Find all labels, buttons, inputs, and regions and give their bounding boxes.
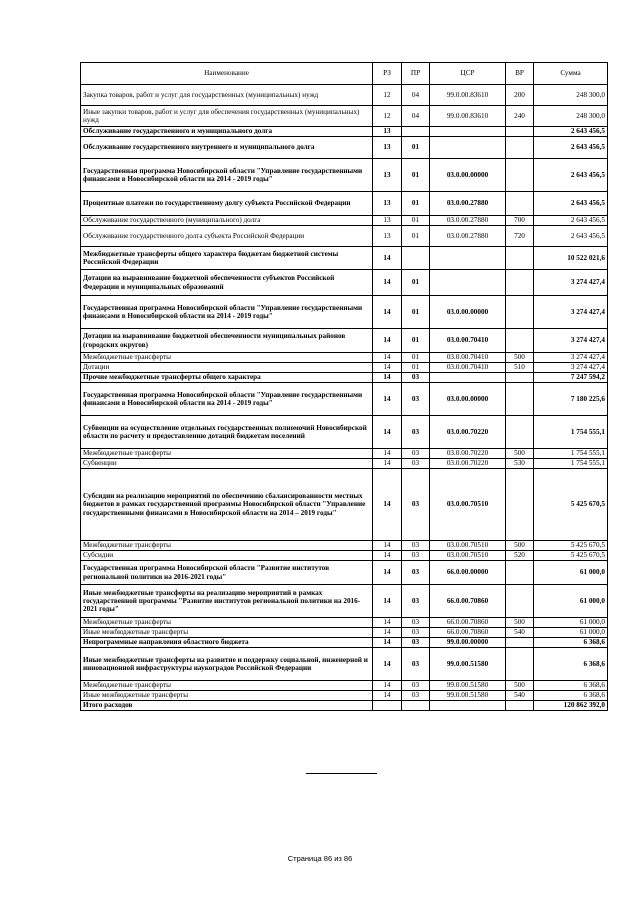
cell-pr: 03 (402, 373, 430, 383)
cell-vr (506, 701, 534, 711)
cell-pr: 03 (402, 416, 430, 449)
cell-rz: 14 (373, 296, 402, 329)
table-row (81, 561, 608, 585)
table-row (81, 469, 608, 541)
cell-pr: 01 (402, 226, 430, 247)
cell-vr: 530 (506, 459, 534, 469)
cell-sum: 2 643 456,5 (534, 137, 608, 159)
cell-pr: 03 (402, 638, 430, 648)
cell-csr: 66.0.00.00000 (430, 561, 506, 585)
cell-pr (402, 247, 430, 270)
cell-rz: 12 (373, 85, 402, 106)
cell-rz: 14 (373, 628, 402, 638)
cell-pr: 04 (402, 106, 430, 127)
table-row (81, 106, 608, 127)
cell-name: Дотации (81, 363, 373, 373)
cell-pr: 01 (402, 216, 430, 226)
cell-rz: 14 (373, 648, 402, 681)
cell-sum: 3 274 427,4 (534, 353, 608, 363)
cell-sum: 6 368,6 (534, 681, 608, 691)
cell-sum: 2 643 456,5 (534, 192, 608, 216)
cell-vr (506, 416, 534, 449)
cell-rz: 14 (373, 681, 402, 691)
table-row (81, 192, 608, 216)
cell-sum: 248 300,0 (534, 106, 608, 127)
cell-sum: 61 000,0 (534, 585, 608, 618)
cell-name: Государственная программа Новосибирской области "Управление государственными финансами в Новосибирской области на 2014 - 2019 годы" (81, 383, 373, 416)
cell-sum: 6 368,6 (534, 691, 608, 701)
table-row (81, 648, 608, 681)
table-row (81, 618, 608, 628)
cell-csr: 99.0.00.00000 (430, 638, 506, 648)
table-row (81, 691, 608, 701)
cell-vr (506, 638, 534, 648)
cell-sum: 3 274 427,4 (534, 363, 608, 373)
cell-csr: 99.0.00.83610 (430, 85, 506, 106)
cell-pr: 03 (402, 585, 430, 618)
cell-sum: 5 425 670,5 (534, 469, 608, 541)
cell-rz: 14 (373, 373, 402, 383)
cell-pr: 01 (402, 363, 430, 373)
cell-vr: 500 (506, 353, 534, 363)
cell-name: Межбюджетные трансферты общего характера бюджетам бюджетной системы Российской Федерации (81, 247, 373, 270)
cell-sum: 7 180 225,6 (534, 383, 608, 416)
cell-sum: 7 247 594,2 (534, 373, 608, 383)
cell-pr (402, 701, 430, 711)
table-header-row (81, 63, 608, 85)
cell-vr: 540 (506, 628, 534, 638)
cell-pr: 01 (402, 137, 430, 159)
cell-rz: 14 (373, 247, 402, 270)
cell-csr: 66.0.00.70860 (430, 628, 506, 638)
cell-vr: 520 (506, 551, 534, 561)
cell-csr: 03.0.00.70510 (430, 551, 506, 561)
cell-csr: 99.0.00.51580 (430, 681, 506, 691)
cell-name: Межбюджетные трансферты (81, 541, 373, 551)
cell-sum: 2 643 456,5 (534, 216, 608, 226)
cell-pr: 03 (402, 469, 430, 541)
cell-rz: 14 (373, 363, 402, 373)
cell-pr: 03 (402, 383, 430, 416)
footer-divider (306, 773, 377, 774)
cell-name: Закупка товаров, работ и услуг для государственных (муниципальных) нужд (81, 85, 373, 106)
cell-sum: 2 643 456,5 (534, 226, 608, 247)
cell-rz: 14 (373, 618, 402, 628)
table-row (81, 353, 608, 363)
cell-vr: 700 (506, 216, 534, 226)
table-body (81, 85, 608, 711)
cell-rz: 14 (373, 416, 402, 449)
cell-rz: 14 (373, 638, 402, 648)
cell-pr (402, 127, 430, 137)
cell-pr: 03 (402, 541, 430, 551)
table-row (81, 373, 608, 383)
cell-rz (373, 701, 402, 711)
cell-vr: 500 (506, 449, 534, 459)
cell-name: Межбюджетные трансферты (81, 353, 373, 363)
cell-rz: 13 (373, 159, 402, 192)
cell-rz: 14 (373, 353, 402, 363)
cell-vr (506, 192, 534, 216)
cell-name: Обслуживание государственного долга субъекта Российской Федерации (81, 226, 373, 247)
cell-vr: 240 (506, 106, 534, 127)
table-row (81, 383, 608, 416)
cell-pr: 01 (402, 159, 430, 192)
cell-name: Межбюджетные трансферты (81, 449, 373, 459)
table-row (81, 449, 608, 459)
cell-name: Государственная программа Новосибирской области "Развитие институтов региональной политики на 2016-2021 годы" (81, 561, 373, 585)
cell-pr: 01 (402, 192, 430, 216)
cell-vr (506, 561, 534, 585)
cell-name: Иные межбюджетные трансферты (81, 691, 373, 701)
table-row (81, 681, 608, 691)
cell-csr: 03.0.00.70220 (430, 459, 506, 469)
cell-sum: 1 754 555,1 (534, 459, 608, 469)
header-rz: РЗ (373, 63, 402, 85)
cell-csr: 03.0.00.70220 (430, 449, 506, 459)
cell-vr: 510 (506, 363, 534, 373)
cell-sum: 3 274 427,4 (534, 296, 608, 329)
cell-pr: 03 (402, 551, 430, 561)
table-row (81, 638, 608, 648)
cell-csr: 03.0.00.70410 (430, 353, 506, 363)
header-csr: ЦСР (430, 63, 506, 85)
cell-vr: 200 (506, 85, 534, 106)
cell-rz: 14 (373, 383, 402, 416)
cell-pr: 03 (402, 628, 430, 638)
cell-vr (506, 585, 534, 618)
table-row (81, 296, 608, 329)
cell-csr (430, 137, 506, 159)
cell-name: Субсидии на реализацию мероприятий по обеспечению сбалансированности местных бюджетов в рамках государственной программы Новосибирской области "Управление государственными финансами в Новосибирской области на 2014 – 2019 годы" (81, 469, 373, 541)
cell-rz: 12 (373, 106, 402, 127)
cell-sum: 2 643 456,5 (534, 159, 608, 192)
header-vr: ВР (506, 63, 534, 85)
cell-csr: 03.0.00.00000 (430, 383, 506, 416)
cell-pr: 01 (402, 329, 430, 353)
cell-sum: 5 425 670,5 (534, 551, 608, 561)
cell-sum: 61 000,0 (534, 628, 608, 638)
cell-sum: 61 000,0 (534, 618, 608, 628)
cell-rz: 14 (373, 449, 402, 459)
cell-vr (506, 296, 534, 329)
cell-rz: 14 (373, 585, 402, 618)
cell-rz: 14 (373, 691, 402, 701)
cell-pr: 03 (402, 561, 430, 585)
cell-rz: 13 (373, 127, 402, 137)
table-row (81, 159, 608, 192)
cell-sum: 120 862 392,0 (534, 701, 608, 711)
cell-name: Обслуживание государственного внутреннего и муниципального долга (81, 137, 373, 159)
page-number: Страница 86 из 86 (287, 854, 353, 863)
cell-vr: 500 (506, 681, 534, 691)
table-row (81, 85, 608, 106)
cell-vr (506, 469, 534, 541)
cell-csr (430, 373, 506, 383)
cell-csr: 03.0.00.70510 (430, 541, 506, 551)
cell-rz: 13 (373, 216, 402, 226)
cell-vr (506, 329, 534, 353)
cell-sum: 2 643 456,5 (534, 127, 608, 137)
table-row (81, 628, 608, 638)
budget-table (80, 62, 608, 711)
cell-vr: 540 (506, 691, 534, 701)
cell-csr: 03.0.00.70410 (430, 329, 506, 353)
cell-name: Итого расходов (81, 701, 373, 711)
table-row (81, 416, 608, 449)
cell-pr: 01 (402, 296, 430, 329)
cell-name: Непрограммные направления областного бюджета (81, 638, 373, 648)
cell-name: Дотации на выравнивание бюджетной обеспеченности муниципальных районов (городских округов) (81, 329, 373, 353)
table-row (81, 127, 608, 137)
table-row (81, 216, 608, 226)
cell-name: Иные межбюджетные трансферты (81, 628, 373, 638)
table-row (81, 329, 608, 353)
cell-sum: 1 754 555,1 (534, 449, 608, 459)
cell-vr (506, 383, 534, 416)
header-name: Наименование (81, 63, 373, 85)
cell-csr (430, 127, 506, 137)
cell-name: Обслуживание государственного и муниципального долга (81, 127, 373, 137)
cell-rz: 14 (373, 270, 402, 296)
cell-csr: 03.0.00.27880 (430, 216, 506, 226)
cell-sum: 6 368,6 (534, 648, 608, 681)
cell-sum: 1 754 555,1 (534, 416, 608, 449)
cell-vr: 720 (506, 226, 534, 247)
cell-name: Иные закупки товаров, работ и услуг для обеспечения государственных (муниципальных) нужд (81, 106, 373, 127)
table-row (81, 363, 608, 373)
cell-rz: 13 (373, 226, 402, 247)
cell-pr: 03 (402, 648, 430, 681)
cell-name: Государственная программа Новосибирской области "Управление государственными финансами в Новосибирской области на 2014 - 2019 годы" (81, 159, 373, 192)
cell-pr: 03 (402, 691, 430, 701)
cell-rz: 14 (373, 459, 402, 469)
table-row (81, 226, 608, 247)
cell-pr: 03 (402, 681, 430, 691)
cell-csr (430, 247, 506, 270)
cell-vr (506, 127, 534, 137)
cell-vr: 500 (506, 618, 534, 628)
cell-vr (506, 270, 534, 296)
cell-pr: 03 (402, 459, 430, 469)
cell-name: Прочие межбюджетные трансферты общего характера (81, 373, 373, 383)
cell-name: Процентные платежи по государственному долгу субъекта Российской Федерации (81, 192, 373, 216)
cell-name: Субвенции (81, 459, 373, 469)
table-row (81, 585, 608, 618)
cell-csr (430, 701, 506, 711)
cell-rz: 14 (373, 551, 402, 561)
cell-csr (430, 270, 506, 296)
table-row (81, 270, 608, 296)
cell-csr: 66.0.00.70860 (430, 585, 506, 618)
table-row (81, 541, 608, 551)
cell-vr (506, 648, 534, 681)
cell-csr: 03.0.00.00000 (430, 296, 506, 329)
cell-vr (506, 137, 534, 159)
cell-name: Субсидии (81, 551, 373, 561)
cell-rz: 14 (373, 561, 402, 585)
cell-csr: 03.0.00.27880 (430, 192, 506, 216)
header-pr: ПР (402, 63, 430, 85)
cell-name: Обслуживание государственного (муниципального) долга (81, 216, 373, 226)
cell-pr: 01 (402, 270, 430, 296)
table-row (81, 551, 608, 561)
cell-sum: 5 425 670,5 (534, 541, 608, 551)
cell-sum: 61 000,0 (534, 561, 608, 585)
cell-name: Межбюджетные трансферты (81, 618, 373, 628)
cell-csr: 03.0.00.27880 (430, 226, 506, 247)
cell-name: Дотации на выравнивание бюджетной обеспеченности субъектов Российской Федерации и муниципальных образований (81, 270, 373, 296)
table-row (81, 137, 608, 159)
cell-pr: 04 (402, 85, 430, 106)
cell-rz: 13 (373, 137, 402, 159)
cell-rz: 14 (373, 541, 402, 551)
cell-csr: 99.0.00.51580 (430, 648, 506, 681)
cell-sum: 3 274 427,4 (534, 270, 608, 296)
cell-name: Иные межбюджетные трансферты на развитие и поддержку социальной, инженерной и инновационной инфраструктуры наукоградов Российской Федерации (81, 648, 373, 681)
cell-csr: 03.0.00.70510 (430, 469, 506, 541)
cell-rz: 14 (373, 329, 402, 353)
table-row (81, 701, 608, 711)
cell-csr: 99.0.00.83610 (430, 106, 506, 127)
cell-vr (506, 159, 534, 192)
header-sum: Сумма (534, 63, 608, 85)
cell-rz: 14 (373, 469, 402, 541)
cell-pr: 03 (402, 618, 430, 628)
cell-sum: 248 300,0 (534, 85, 608, 106)
cell-csr: 03.0.00.00000 (430, 159, 506, 192)
cell-pr: 03 (402, 449, 430, 459)
cell-sum: 3 274 427,4 (534, 329, 608, 353)
cell-sum: 10 522 021,6 (534, 247, 608, 270)
cell-name: Государственная программа Новосибирской области "Управление государственными финансами в Новосибирской области на 2014 - 2019 годы" (81, 296, 373, 329)
cell-csr: 03.0.00.70410 (430, 363, 506, 373)
cell-vr (506, 373, 534, 383)
cell-name: Иные межбюджетные трансферты на реализацию мероприятий в рамках государственной программы "Развитие институтов региональной политики на 2016-2021 годы" (81, 585, 373, 618)
table-row (81, 459, 608, 469)
cell-vr: 500 (506, 541, 534, 551)
cell-sum: 6 368,6 (534, 638, 608, 648)
cell-name: Субвенции на осуществление отдельных государственных полномочий Новосибирской области по расчету и предоставлению дотаций бюджетам поселений (81, 416, 373, 449)
cell-csr: 03.0.00.70220 (430, 416, 506, 449)
cell-csr: 66.0.00.70860 (430, 618, 506, 628)
cell-rz: 13 (373, 192, 402, 216)
cell-csr: 99.0.00.51580 (430, 691, 506, 701)
cell-vr (506, 247, 534, 270)
cell-pr: 01 (402, 353, 430, 363)
cell-name: Межбюджетные трансферты (81, 681, 373, 691)
table-row (81, 247, 608, 270)
